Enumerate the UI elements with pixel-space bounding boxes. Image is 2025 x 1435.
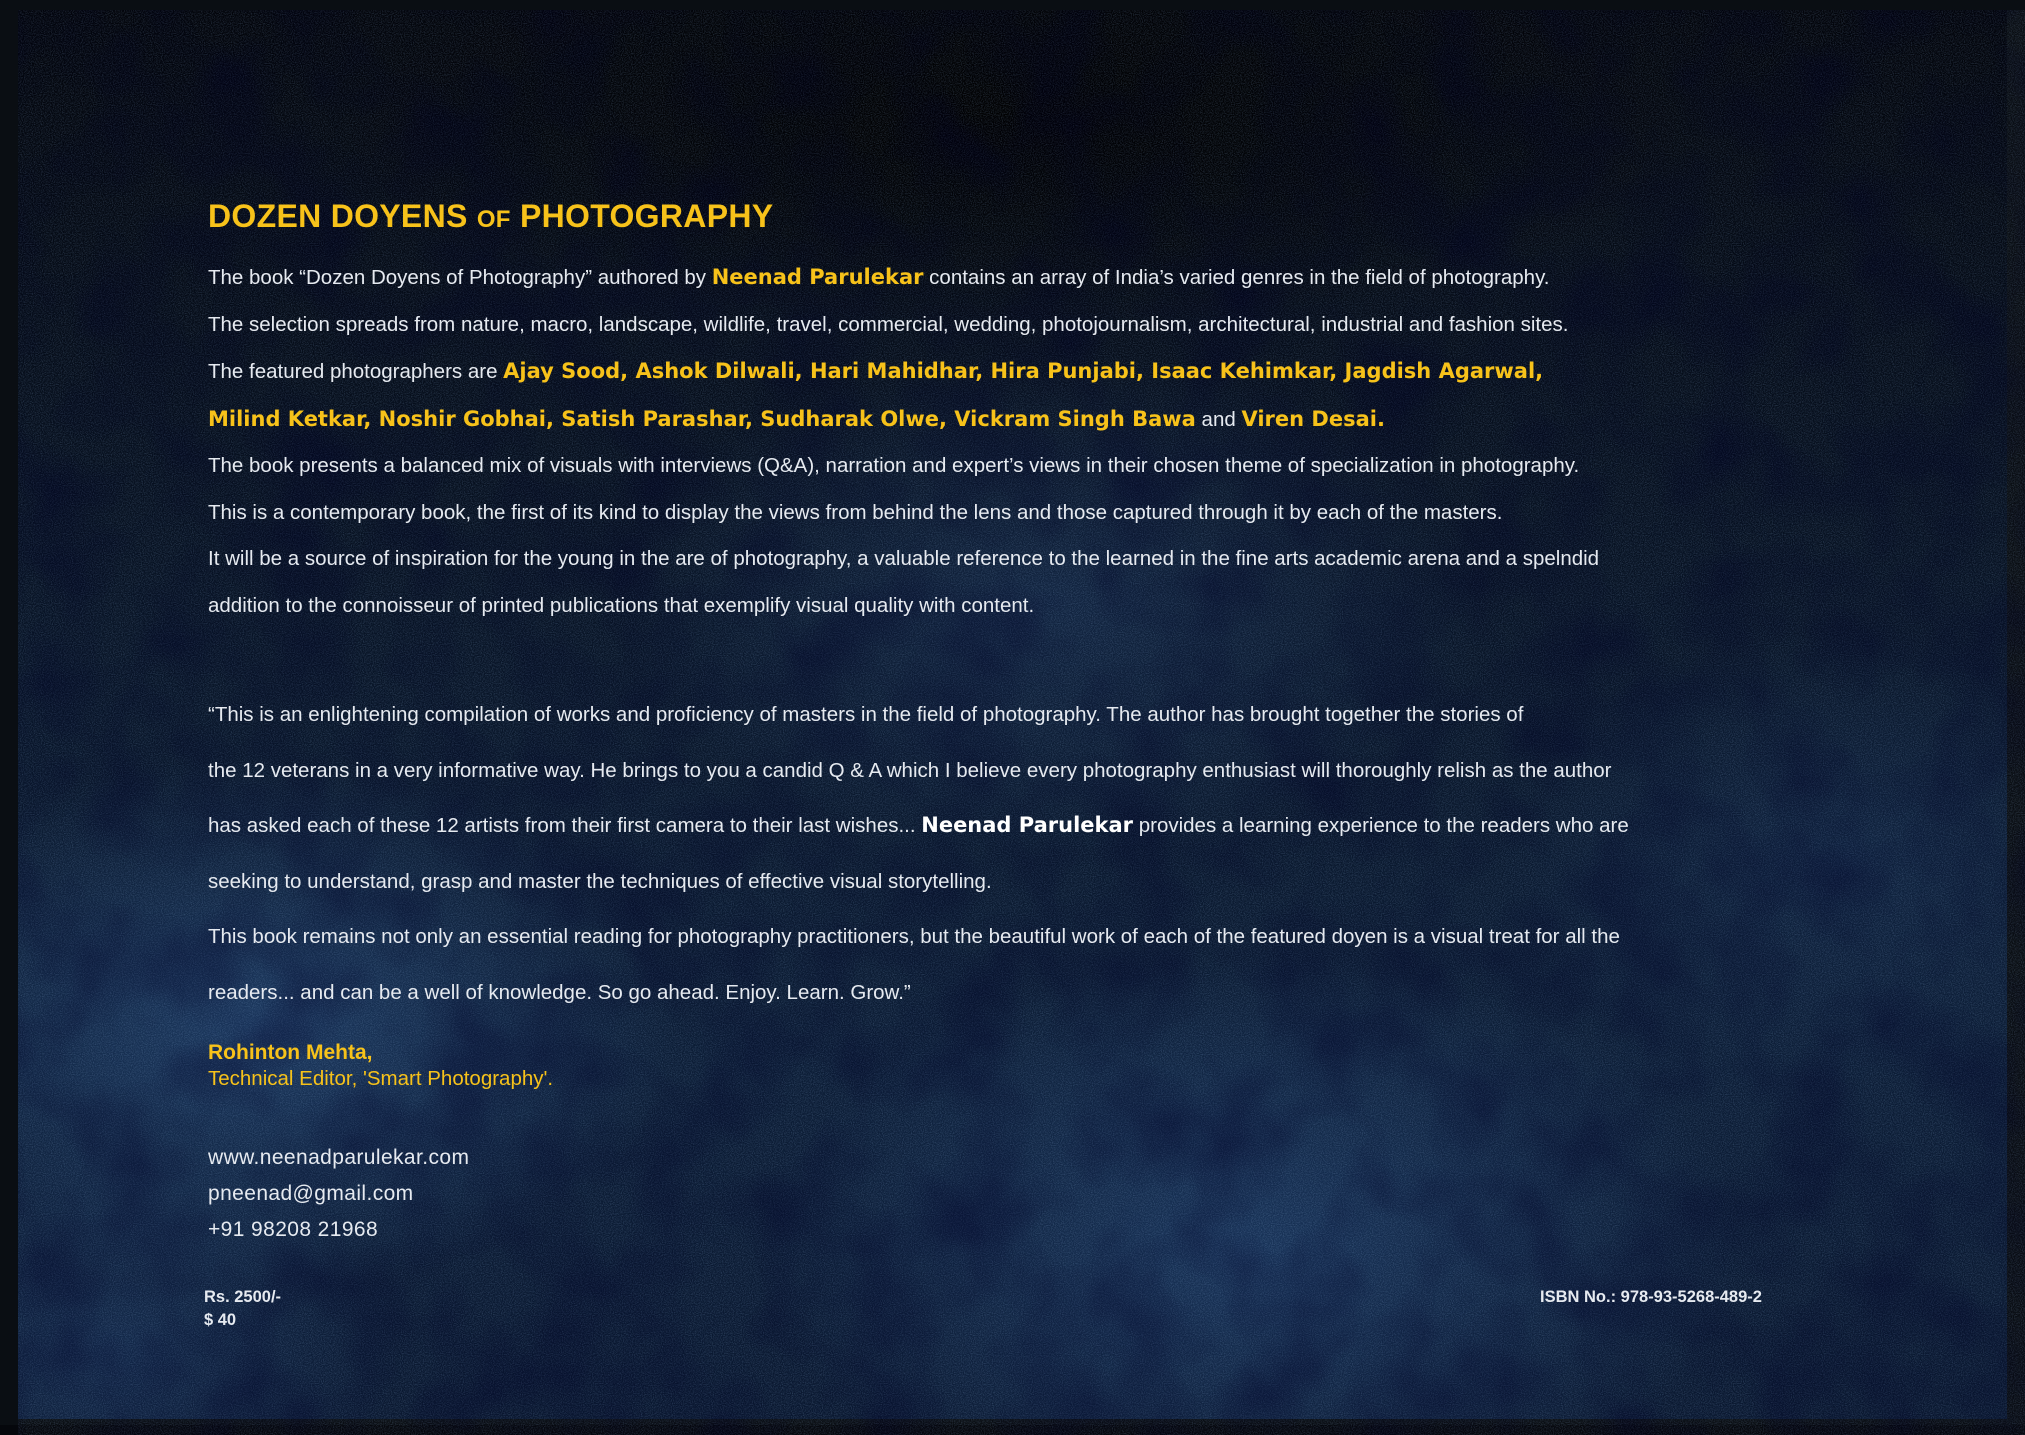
book-title [208, 196, 1808, 240]
author-name: Neenad Parulekar [711, 265, 924, 289]
signer-role: Technical Editor, 'Smart Photography'. [208, 1067, 554, 1090]
quote-line: This book remains not only an essential reading for photography practitioners, but the beautiful work of each of the featured doyen is a visual treat for all the [208, 925, 1620, 948]
contact-info [208, 1140, 1808, 1248]
website: www.neenadparulekar.com [208, 1146, 470, 1169]
signer-name: Rohinton Mehta, [208, 1041, 373, 1064]
photographer-names: Ajay Sood, Ashok Dilwali, Hari Mahidhar, Hira Punjabi, Isaac Kehimkar, Jagdish Agarwal, [503, 359, 1544, 383]
quote-attribution [208, 1040, 1808, 1092]
intro-section [208, 254, 1808, 629]
photographer-names: Viren Desai. [1241, 406, 1385, 431]
quote-text: has asked each of these 12 artists from their first camera to their last wishes... [208, 814, 922, 837]
quote-text: provides a learning experience to the readers who are [1133, 814, 1629, 837]
price-rupees: Rs. 2500/- [204, 1288, 282, 1306]
quote-line: readers... and can be a well of knowledge. So go ahead. Enjoy. Learn. Grow.” [208, 980, 911, 1004]
intro-line: It will be a source of inspiration for the young in the are of photography, a valuable reference to the learned in the fine arts academic arena and a spelndid [208, 547, 1600, 570]
price-block [204, 1286, 281, 1332]
main-content [208, 196, 1808, 1248]
title-of: OF [476, 206, 511, 233]
isbn-number: ISBN No.: 978-93-5268-489-2 [1540, 1288, 1762, 1306]
quote-line: seeking to understand, grasp and master the techniques of effective visual storytelling. [208, 869, 992, 893]
intro-line: The book presents a balanced mix of visuals with interviews (Q&A), narration and expert’s views in their chosen theme of specialization in photography. [208, 454, 1580, 477]
quote-line: the 12 veterans in a very informative way. He brings to you a candid Q & A which I believe every photography enthusiast will thoroughly relish as the author [208, 758, 1612, 782]
title-part-1: DOZEN DOYENS [208, 198, 468, 234]
quote-line: “This is an enlightening compilation of works and proficiency of masters in the field of photography. The author has brought together the stories of [208, 703, 1524, 726]
photographer-names: Milind Ketkar, Noshir Gobhai, Satish Parashar, Sudharak Olwe, Vickram Singh Bawa [208, 406, 1196, 431]
intro-line: addition to the connoisseur of printed publications that exemplify visual quality with content. [208, 593, 1035, 617]
intro-line [208, 348, 1808, 396]
author-name: Neenad Parulekar [921, 813, 1134, 837]
phone: +91 98208 21968 [208, 1218, 379, 1241]
intro-text: and [1195, 407, 1242, 431]
intro-line: This is a contemporary book, the first of its kind to display the views from behind the lens and those captured through it by each of the masters. [208, 500, 1503, 524]
intro-line [208, 396, 1808, 444]
intro-line [208, 254, 1808, 302]
price-dollars: $ 40 [204, 1311, 237, 1329]
quote-line [208, 798, 1808, 854]
intro-line: The selection spreads from nature, macro, landscape, wildlife, travel, commercial, wedding, photojournalism, architectural, industrial and fashion sites. [208, 312, 1569, 336]
intro-text: The book “Dozen Doyens of Photography” authored by [208, 266, 712, 289]
title-part-2: PHOTOGRAPHY [519, 198, 774, 234]
email: pneenad@gmail.com [208, 1182, 414, 1205]
intro-text: contains an array of India’s varied genres in the field of photography. [923, 266, 1550, 289]
testimonial-quote [208, 687, 1808, 1020]
intro-text: The featured photographers are [208, 360, 504, 383]
